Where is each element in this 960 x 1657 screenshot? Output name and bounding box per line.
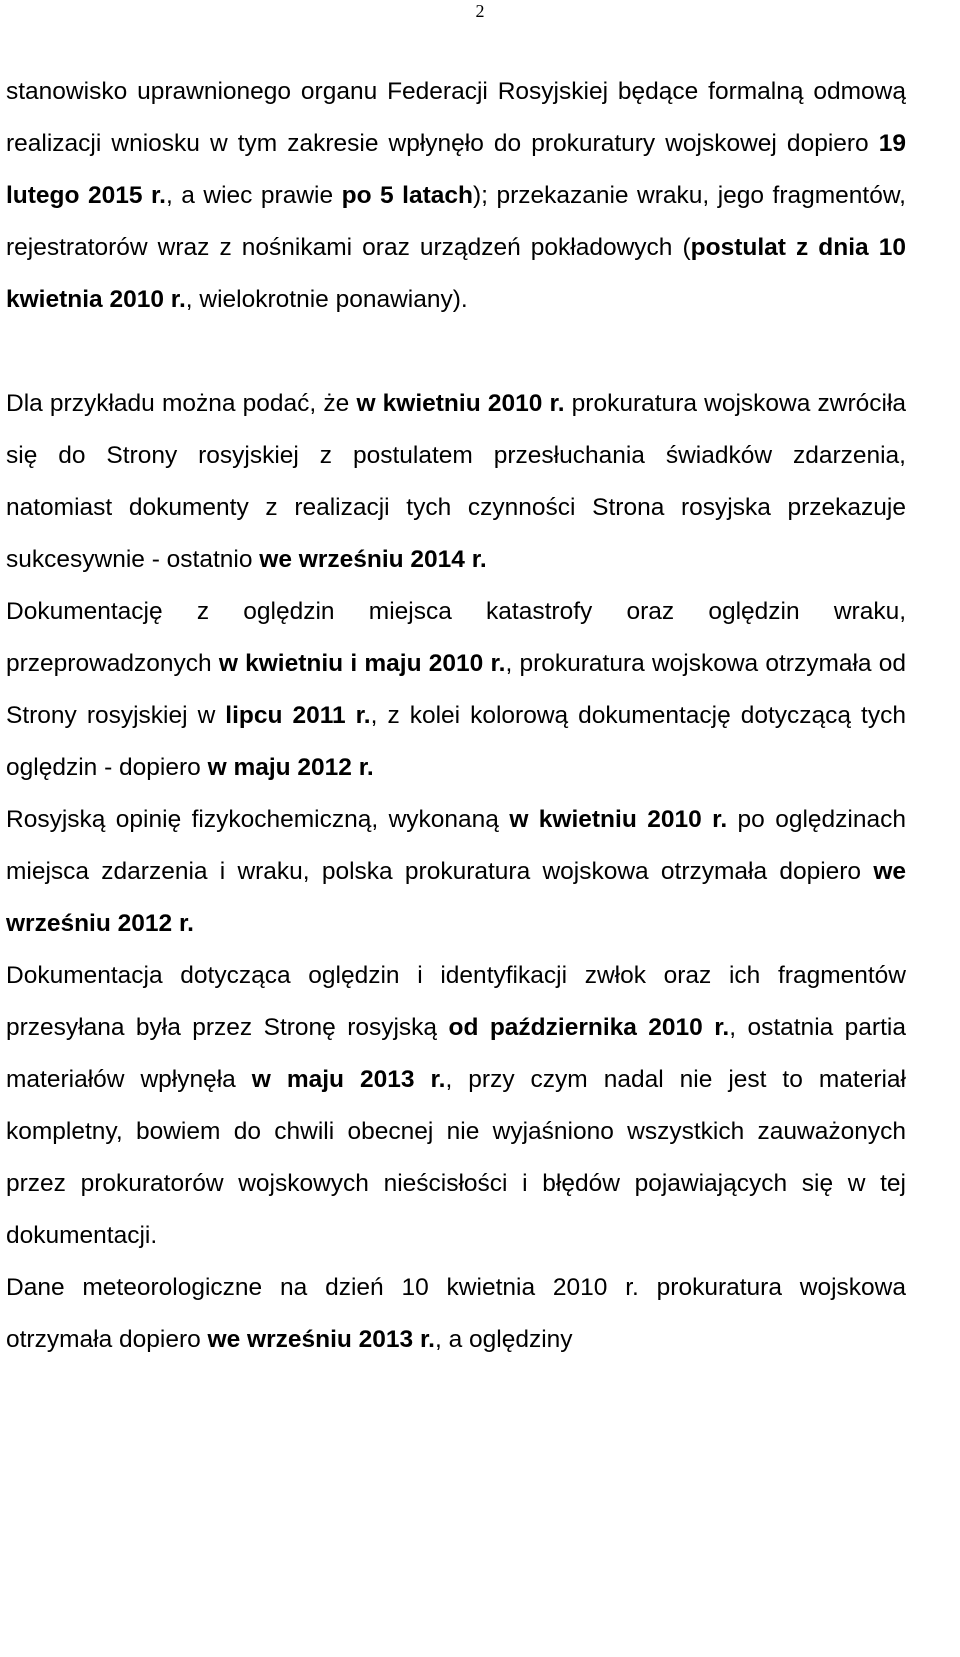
text-run: , z kolei kolorową dokumentację dotyczącą tych oględzin - dopiero (6, 702, 906, 781)
text-run: ); przekazanie wraku, jego fragmentów, rejestratorów wraz z nośnikami oraz urządzeń pokładowych ( (6, 182, 906, 261)
paragraph-body-identification (6, 950, 906, 1262)
text-run: , a oględziny (434, 1326, 573, 1353)
bold-text-run: lipcu 2011 r. (225, 702, 371, 729)
text-run: , prokuratura wojskowa otrzymała od Strony rosyjskiej w (6, 650, 906, 729)
bold-text-run: w kwietniu i maju 2010 r. (218, 650, 506, 677)
bold-text-run: po 5 latach (341, 182, 473, 209)
text-run: stanowisko uprawnionego organu Federacji Rosyjskiej będące formalną odmową realizacji wniosku w tym zakresie wpłynęło do prokuratury wojskowej dopiero (6, 78, 906, 157)
text-run: , a wiec prawie (165, 182, 342, 209)
bold-text-run: od października 2010 r. (448, 1014, 730, 1041)
bold-text-run: w kwietniu 2010 r. (509, 806, 728, 833)
text-run: Rosyjską opinię fizykochemiczną, wykonaną (6, 806, 510, 833)
bold-text-run: postulat z dnia 10 kwietnia 2010 r. (6, 234, 906, 313)
text-run: prokuratura wojskowa zwróciła się do Strony rosyjskiej z postulatem przesłuchania świadków zdarzenia, natomiast dokumenty z realizacji tych czynności Strona rosyjska przekazuje sukcesywnie - ostatnio (6, 390, 907, 573)
body-text (6, 66, 906, 1366)
text-run: po oględzinach miejsca zdarzenia i wraku, polska prokuratura wojskowa otrzymała dopiero (6, 806, 906, 885)
paragraph-meteorological-data (6, 1262, 906, 1366)
page-number: 2 (475, 1, 485, 21)
bold-text-run: w maju 2012 r. (207, 754, 374, 781)
text-run: , ostatnia partia materiałów wpłynęła (6, 1014, 906, 1093)
text-run: Dla przykładu można podać, że (6, 390, 357, 417)
bold-text-run: 19 lutego 2015 r. (6, 130, 906, 209)
bold-text-run: w maju 2013 r. (251, 1066, 446, 1093)
paragraph-refusal (6, 66, 906, 326)
paragraph-physicochemical-opinion (6, 794, 906, 950)
paragraph-witness-hearings (6, 378, 906, 586)
text-run: Dokumentacja dotycząca oględzin i identyfikacji zwłok oraz ich fragmentów przesyłana była przez Stronę rosyjską (6, 962, 906, 1041)
bold-text-run: we wrześniu 2012 r. (6, 858, 906, 937)
bold-text-run: we wrześniu 2013 r. (207, 1326, 435, 1353)
text-run: , wielokrotnie ponawiany). (185, 286, 468, 313)
paragraph-site-inspection (6, 586, 906, 794)
bold-text-run: w kwietniu 2010 r. (356, 390, 565, 417)
text-run: Dane meteorologiczne na dzień 10 kwietnia 2010 r. prokuratura wojskowa otrzymała dopiero (6, 1274, 906, 1353)
text-run: , przy czym nadal nie jest to materiał kompletny, bowiem do chwili obecnej nie wyjaśniono wszystkich zauważonych przez prokuratorów wojskowych nieścisłości i błędów pojawiających się w tej dokumentacji. (6, 1066, 906, 1249)
text-run: Dokumentację z oględzin miejsca katastrofy oraz oględzin wraku, przeprowadzonych (6, 598, 906, 677)
bold-text-run: we wrześniu 2014 r. (259, 546, 487, 573)
